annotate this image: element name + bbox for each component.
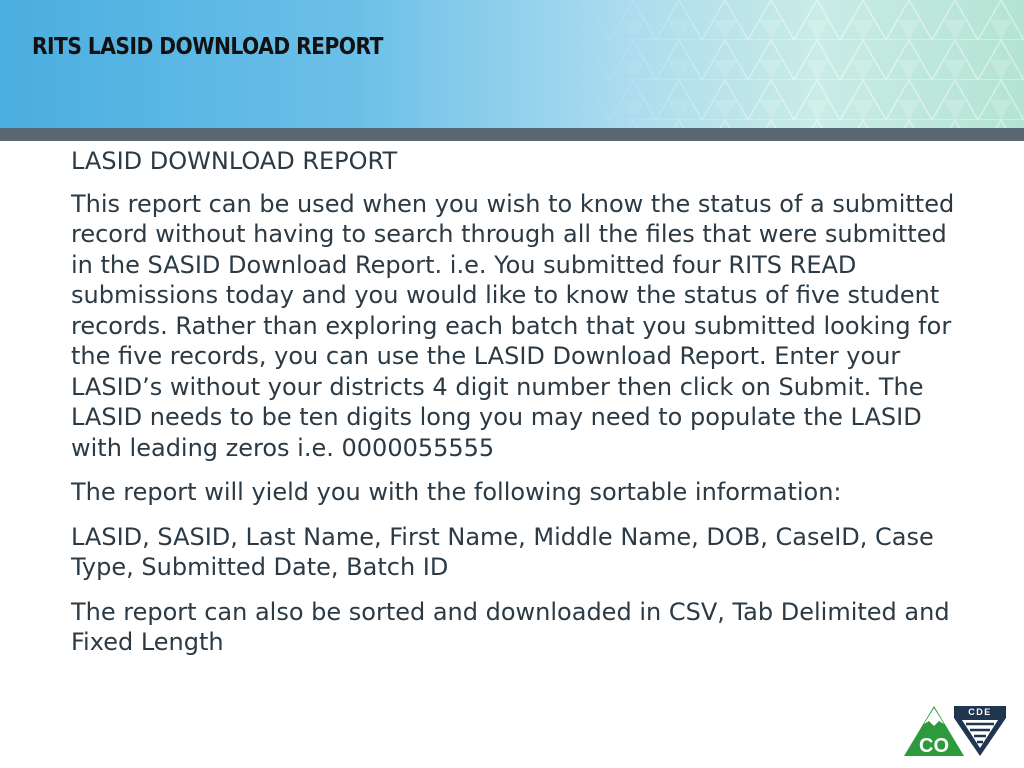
cde-co-logo [902, 702, 1010, 760]
cde-logo-text: CDE [968, 707, 992, 717]
triangle-pattern [564, 0, 1024, 128]
co-logo-text: CO [919, 735, 949, 757]
download-formats-paragraph: The report can also be sorted and downloaded in CSV, Tab Delimited and Fixed Length [71, 597, 950, 656]
header-divider [0, 128, 1024, 141]
fields-list-paragraph: LASID, SASID, Last Name, First Name, Middle Name, DOB, CaseID, Case Type, Submitted Date, Batch ID [71, 522, 934, 581]
description-paragraph: This report can be used when you wish to know the status of a submitted record without having to search through all the files that were submitted in the SASID Download Report. i.e. You submitted four RITS READ submissions today and you would like to know the status of five student records. Rather than exploring each batch that you submitted looking for the five records, you can use the LASID Download Report. Enter your LASID’s without your districts 4 digit number then click on Submit. The LASID needs to be ten digits long you may need to populate the LASID with leading zeros i.e. 0000055555 [71, 189, 955, 462]
header-banner [0, 0, 1024, 128]
yield-paragraph: The report will yield you with the following sortable information: [71, 478, 842, 506]
slide-title: RITS LASID DOWNLOAD REPORT [32, 34, 383, 60]
slide-content [71, 146, 971, 672]
section-heading: LASID DOWNLOAD REPORT [71, 147, 398, 175]
